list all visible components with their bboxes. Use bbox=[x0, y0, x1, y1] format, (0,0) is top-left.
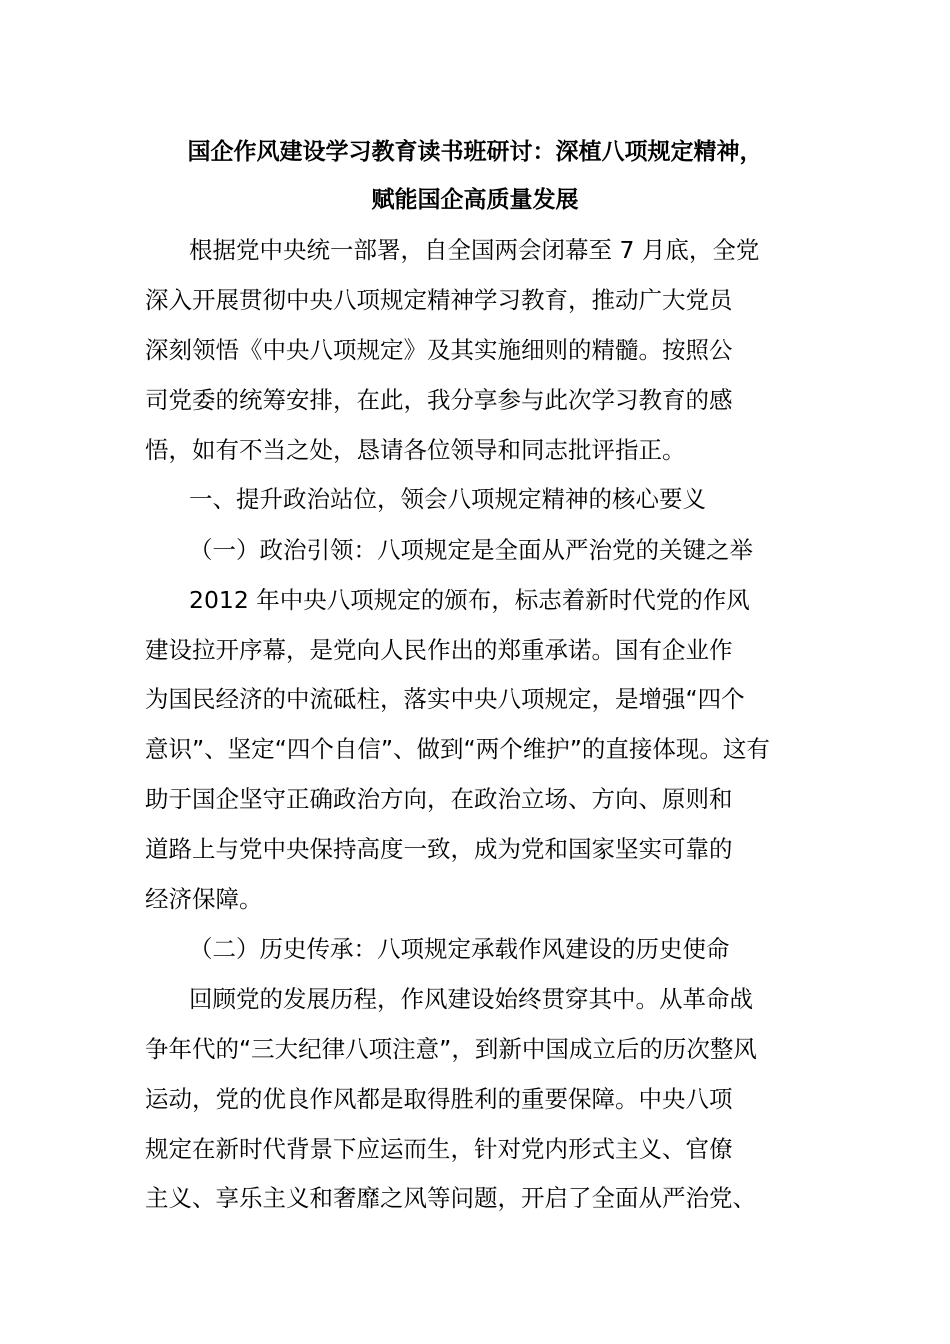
paragraph-line: 主义、享乐主义和奢靡之风等问题，开启了全面从严治党、 bbox=[145, 1184, 756, 1212]
section-heading: 一、提升政治站位，领会八项规定精神的核心要义 bbox=[189, 485, 706, 513]
paragraph-line: 规定在新时代背景下应运而生，针对党内形式主义、官僚 bbox=[145, 1135, 733, 1163]
paragraph-line: 建设拉开序幕，是党向人民作出的郑重承诺。国有企业作 bbox=[145, 636, 733, 664]
paragraph-line: 深入开展贯彻中央八项规定精神学习教育，推动广大党员 bbox=[145, 286, 733, 314]
paragraph-line: 助于国企坚守正确政治方向，在政治立场、方向、原则和 bbox=[145, 785, 733, 813]
paragraph-line: 根据党中央统一部署，自全国两会闭幕至 7 月底，全党 bbox=[189, 236, 760, 264]
paragraph-line: 悟，如有不当之处，恳请各位领导和同志批评指正。 bbox=[145, 436, 686, 464]
paragraph-line: 意识”、坚定“四个自信”、做到“两个维护”的直接体现。这有 bbox=[145, 735, 770, 763]
paragraph-line: 为国民经济的中流砥柱，落实中央八项规定，是增强“四个 bbox=[145, 685, 745, 713]
paragraph-line: 2012 年中央八项规定的颁布，标志着新时代党的作风 bbox=[189, 586, 750, 614]
subsection-heading: （二）历史传承：八项规定承载作风建设的历史使命 bbox=[189, 935, 730, 963]
document-title-line-1: 国企作风建设学习教育读书班研讨：深植八项规定精神， bbox=[187, 139, 763, 165]
paragraph-line: 回顾党的发展历程，作风建设始终贯穿其中。从革命战 bbox=[189, 985, 753, 1013]
document-title-line-2: 赋能国企高质量发展 bbox=[371, 187, 579, 213]
paragraph-line: 争年代的“三大纪律八项注意”，到新中国成立后的历次整风 bbox=[145, 1035, 757, 1063]
paragraph-line: 运动，党的优良作风都是取得胜利的重要保障。中央八项 bbox=[145, 1085, 733, 1113]
paragraph-line: 经济保障。 bbox=[145, 885, 263, 913]
paragraph-line: 道路上与党中央保持高度一致，成为党和国家坚实可靠的 bbox=[145, 835, 733, 863]
paragraph-line: 深刻领悟《中央八项规定》及其实施细则的精髓。按照公 bbox=[145, 336, 733, 364]
subsection-heading: （一）政治引领：八项规定是全面从严治党的关键之举 bbox=[189, 536, 753, 564]
paragraph-line: 司党委的统筹安排，在此，我分享参与此次学习教育的感 bbox=[145, 386, 733, 414]
